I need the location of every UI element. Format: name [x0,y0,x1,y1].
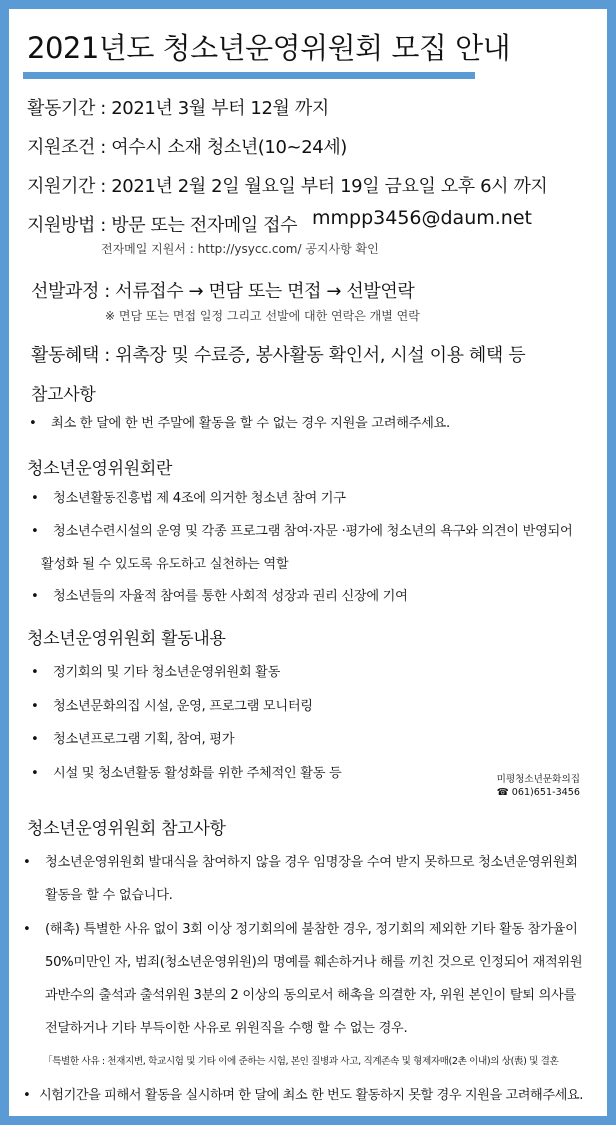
list-item-continued: 전달하거나 기타 부득이한 사유로 위원직을 수행 할 수 없는 경우. [45,1021,408,1036]
list-item-continued: 활동을 할 수 없습니다. [45,888,173,903]
selection-process: 선발과정 : 서류접수 → 면담 또는 면접 → 선발연락 [31,281,415,302]
list-item: • (해촉) 특별한 사유 없이 3회 이상 정기회의에 불참한 경우, 정기회의 제외한 기타 활동 참가율이 [23,922,578,937]
selection-note: ※ 면담 또는 면접 일정 그리고 선발에 대한 연락은 개별 연락 [105,309,420,323]
notice-sheet [9,9,607,1116]
list-item: • 시험기간을 피해서 활동을 실시하며 한 달에 최소 한 번도 활동하지 못할 경우 지원을 고려해주세요. [23,1088,583,1103]
activity-period: 활동기간 : 2021년 3월 부터 12월 까지 [27,98,329,119]
list-item-continued: 50%미만인 자, 범죄(청소년운영위원)의 명예를 훼손하거나 해를 끼친 것으로 인정되어 재적위원 [45,955,583,970]
eligibility: 지원조건 : 여수시 소재 청소년(10~24세) [27,137,347,158]
bullet-icon: • [31,491,39,506]
activity-benefits: 활동혜택 : 위촉장 및 수료증, 봉사활동 확인서, 시설 이용 혜택 등 [31,345,526,366]
bullet-icon: • [31,665,39,680]
list-item: • 청소년수련시설의 운영 및 각종 프로그램 참여·자문 ·평가에 청소년의 욕구와 의견이 반영되어 [31,524,573,539]
bullet-icon: • [31,766,39,781]
contact-phone: ☎ 061)651-3456 [496,787,580,798]
list-item: • 청소년프로그램 기획, 참여, 평가 [31,732,235,747]
bullet-icon: • [31,524,39,539]
bullet-icon: • [23,855,31,870]
bullet-icon: • [31,732,39,747]
bullet-icon: • [29,416,37,431]
bullet-icon: • [31,699,39,714]
list-item-continued: 활성화 될 수 있도록 유도하고 실천하는 역할 [41,557,289,572]
special-reason-note: 「특별한 사유 : 천재지변, 학교시험 및 기타 이에 준하는 시험, 본인 질병과 사고, 직계존속 및 형제자매(2촌 이내)의 상(喪) 및 결혼 [43,1056,559,1067]
list-item: • 청소년문화의집 시설, 운영, 프로그램 모니터링 [31,699,313,714]
list-item: • 청소년활동진흥법 제 4조에 의거한 청소년 참여 기구 [31,491,346,506]
reference-heading: 참고사항 [31,385,96,405]
application-period: 지원기간 : 2021년 2월 2일 월요일 부터 19일 금요일 오후 6시 까지 [27,176,548,197]
about-heading: 청소년운영위원회란 [27,459,173,479]
list-item: • 최소 한 달에 한 번 주말에 활동을 할 수 없는 경우 지원을 고려해주세요. [29,416,450,431]
list-item: • 청소년들의 자율적 참여를 통한 사회적 성장과 권리 신장에 기여 [31,589,408,604]
list-item: • 정기회의 및 기타 청소년운영위원회 활동 [31,665,281,680]
application-form-note: 전자메일 지원서 : http://ysycc.com/ 공지사항 확인 [101,242,379,256]
bullet-icon: • [31,589,39,604]
list-item: • 시설 및 청소년활동 활성화를 위한 주체적인 활동 등 [31,766,342,781]
contact-org: 미평청소년문화의집 [496,774,580,785]
application-method: 지원방법 : 방문 또는 전자메일 접수 [27,215,298,236]
title-underline [23,72,475,79]
list-item: • 청소년운영위원회 발대식을 참여하지 않을 경우 임명장을 수여 받지 못하므로 청소년운영위원회 [23,855,578,870]
bullet-icon: • [23,922,31,937]
notes-heading: 청소년운영위원회 참고사항 [27,819,226,839]
email-address[interactable]: mmpp3456@daum.net [312,207,532,229]
page-title: 2021년도 청소년운영위원회 모집 안내 [27,31,511,65]
activities-heading: 청소년운영위원회 활동내용 [27,629,226,649]
bullet-icon: • [23,1088,31,1103]
list-item-continued: 과반수의 출석과 출석위원 3분의 2 이상의 동의로서 해촉을 의결한 자, 위원 본인이 탈퇴 의사를 [45,988,576,1003]
